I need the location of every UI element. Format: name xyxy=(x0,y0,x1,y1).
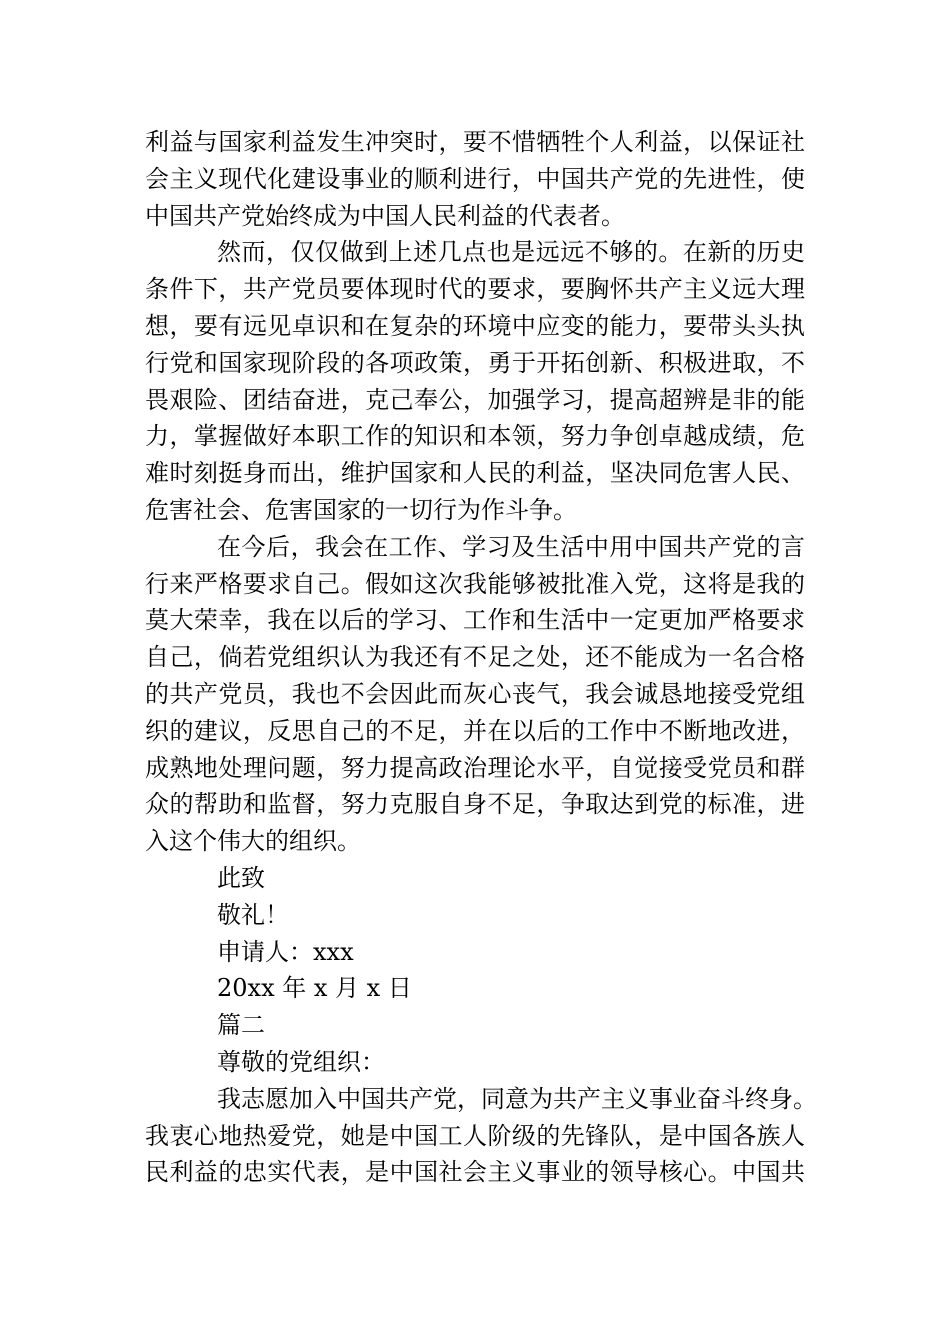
text-line: 尊敬的党组织： xyxy=(217,1047,385,1076)
text-line: 此致 xyxy=(217,863,265,892)
text-line: 篇二 xyxy=(217,1011,265,1040)
text-line: 申请人：xxx xyxy=(217,937,354,966)
text-line: 入这个伟大的组织。 xyxy=(145,827,361,856)
text-line: 利益与国家利益发生冲突时，要不惜牺牲个人利益，以保证社 xyxy=(145,128,805,156)
document-body xyxy=(145,124,817,1191)
text-line: 行来严格要求自己。假如这次我能够被批准入党，这将是我的 xyxy=(145,569,805,598)
text-line: 条件下，共产党员要体现时代的要求，要胸怀共产主义远大理 xyxy=(145,275,805,304)
text-line: 的共产党员，我也不会因此而灰心丧气，我会诚恳地接受党组 xyxy=(145,679,805,708)
text-line: 民利益的忠实代表，是中国社会主义事业的领导核心。中国共 xyxy=(145,1158,805,1187)
text-line: 织的建议，反思自己的不足，并在以后的工作中不断地改进， xyxy=(145,716,805,745)
text-line: 敬礼！ xyxy=(217,900,289,929)
text-line: 难时刻挺身而出，维护国家和人民的利益，坚决同危害人民、 xyxy=(145,459,805,488)
text-line: 会主义现代化建设事业的顺利进行，中国共产党的先进性，使 xyxy=(145,164,805,193)
text-line: 然而，仅仅做到上述几点也是远远不够的。在新的历史 xyxy=(217,238,805,267)
text-line: 成熟地处理问题，努力提高政治理论水平，自觉接受党员和群 xyxy=(145,753,805,782)
text-line: 想，要有远见卓识和在复杂的环境中应变的能力，要带头头执 xyxy=(145,311,805,340)
text-line: 我衷心地热爱党，她是中国工人阶级的先锋队，是中国各族人 xyxy=(145,1121,805,1150)
text-line: 行党和国家现阶段的各项政策，勇于开拓创新、积极进取，不 xyxy=(145,348,805,377)
text-line: 20xx 年 x 月 x 日 xyxy=(217,974,412,1003)
text-line: 自己，倘若党组织认为我还有不足之处，还不能成为一名合格 xyxy=(145,643,805,672)
text-line: 在今后，我会在工作、学习及生活中用中国共产党的言 xyxy=(217,532,805,561)
text-line: 危害社会、危害国家的一切行为作斗争。 xyxy=(145,495,577,524)
text-line: 畏艰险、团结奋进，克己奉公，加强学习，提高超辨是非的能 xyxy=(145,385,805,414)
text-line: 莫大荣幸，我在以后的学习、工作和生活中一定更加严格要求 xyxy=(145,606,805,635)
text-line: 力，掌握做好本职工作的知识和本领，努力争创卓越成绩，危 xyxy=(145,422,805,451)
text-line: 我志愿加入中国共产党，同意为共产主义事业奋斗终身。 xyxy=(217,1084,817,1113)
text-line: 众的帮助和监督，努力克服自身不足，争取达到党的标准，进 xyxy=(145,790,805,819)
text-line: 中国共产党始终成为中国人民利益的代表者。 xyxy=(145,201,625,230)
